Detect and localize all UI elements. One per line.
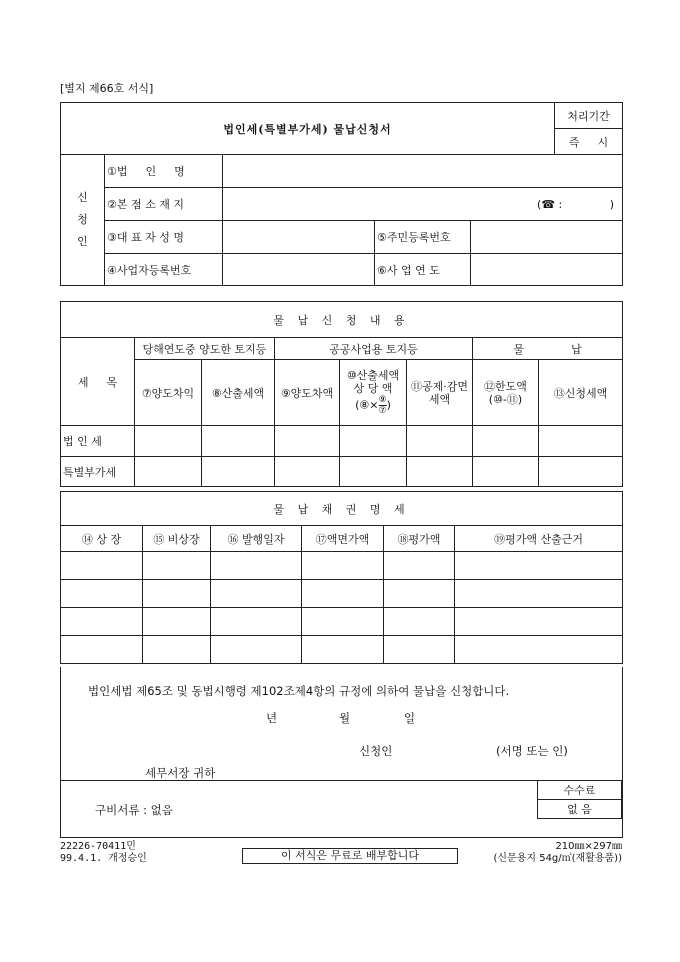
col-transfer-gain: ⑦양도차익 [135, 360, 202, 426]
cell[interactable] [473, 457, 539, 487]
cell[interactable] [61, 608, 143, 636]
tax-item-header: 세 목 [61, 338, 135, 426]
table-row [61, 580, 623, 608]
applicant-label: 신 청 인 [61, 155, 105, 286]
cell[interactable] [455, 552, 623, 580]
fee-value: 없 음 [538, 800, 622, 819]
col-equivalent-tax: ⑩산출세액 상 당 액 (⑧× $\frac{\text{⑨}}{\text{⑦}}$ ) [340, 360, 407, 426]
table-row [61, 552, 623, 580]
cell[interactable] [211, 608, 302, 636]
cell[interactable] [455, 608, 623, 636]
cell[interactable] [302, 636, 384, 664]
cell[interactable] [407, 457, 473, 487]
form-title: 법인세(특별부가세) 물납신청서 [61, 103, 555, 155]
representative-field[interactable] [223, 221, 375, 254]
processing-period-label: 처리기간 [555, 103, 623, 129]
col-unlisted: ⑮ 비상장 [143, 526, 211, 552]
cell[interactable] [384, 636, 455, 664]
cell[interactable] [302, 608, 384, 636]
business-no-label: ④사업자등록번호 [105, 254, 223, 286]
paper-spec: 210㎜×297㎜ (신문용지 54g/㎡(재활용품)) [493, 841, 622, 864]
public-group-header: 공공사업용 토지등 [275, 338, 473, 360]
cell[interactable] [455, 580, 623, 608]
bonds-table [60, 491, 623, 664]
resident-no-field[interactable] [471, 221, 623, 254]
col-appraised: ⑱평가액 [384, 526, 455, 552]
cell[interactable] [211, 636, 302, 664]
cell[interactable] [340, 426, 407, 457]
cell[interactable] [143, 636, 211, 664]
corp-name-field[interactable] [223, 155, 623, 188]
col-transfer-diff: ⑨양도차액 [275, 360, 340, 426]
table-row [61, 608, 623, 636]
cell[interactable] [302, 580, 384, 608]
business-year-label: ⑥사 업 연 도 [375, 254, 471, 286]
corp-name-label: ①법 인 명 [105, 155, 223, 188]
fee-table [537, 780, 622, 819]
cell[interactable] [202, 426, 275, 457]
col-appraisal-basis: ⑲평가액 산출근거 [455, 526, 623, 552]
cell[interactable] [202, 457, 275, 487]
cell[interactable] [61, 552, 143, 580]
cell[interactable] [211, 552, 302, 580]
signature-field[interactable]: (서명 또는 인) [496, 744, 568, 758]
cell[interactable] [384, 608, 455, 636]
processing-period-value: 즉 시 [555, 129, 623, 155]
cell[interactable] [135, 457, 202, 487]
declaration-text: 법인세법 제65조 및 동법시행령 제102조제4항의 규정에 의하여 물납을 신청합니다. [88, 684, 510, 698]
cell[interactable] [275, 426, 340, 457]
date-year: 년 [266, 711, 278, 725]
cell[interactable] [539, 457, 623, 487]
payment-table [60, 301, 623, 487]
payment-section-title: 물 납 신 청 내 용 [61, 302, 623, 338]
resident-no-label: ⑤주민등록번호 [375, 221, 471, 254]
col-listed: ⑭ 상 장 [61, 526, 143, 552]
free-distribution-notice: 이 서식은 무료로 배부합니다 [242, 848, 458, 864]
hq-location-label: ②본 점 소 재 지 [105, 188, 223, 221]
cell[interactable] [384, 552, 455, 580]
hq-location-field[interactable] [223, 188, 623, 221]
business-no-field[interactable] [223, 254, 375, 286]
col-requested-tax: ⑬신청세액 [539, 360, 623, 426]
cell[interactable] [340, 457, 407, 487]
bonds-section-title: 물 납 채 권 명 세 [61, 492, 623, 526]
cell[interactable] [143, 580, 211, 608]
row-special-tax: 특별부가세 [61, 457, 135, 487]
applicant-table [60, 102, 623, 286]
required-documents: 구비서류 : 없음 [95, 803, 173, 817]
cell[interactable] [407, 426, 473, 457]
col-limit: ⑫한도액 (⑩-⑪) [473, 360, 539, 426]
cell[interactable] [302, 552, 384, 580]
cell[interactable] [61, 636, 143, 664]
cell[interactable] [539, 426, 623, 457]
cell[interactable] [135, 426, 202, 457]
col-face-value: ⑰액면가액 [302, 526, 384, 552]
col-deduction: ⑪공제·감면세액 [407, 360, 473, 426]
date-month: 월 [339, 711, 351, 725]
cell[interactable] [61, 580, 143, 608]
date-day: 일 [404, 711, 416, 725]
col-issue-date: ⑯ 발행일자 [211, 526, 302, 552]
cell[interactable] [275, 457, 340, 487]
row-corporate-tax: 법 인 세 [61, 426, 135, 457]
representative-label: ③대 표 자 성 명 [105, 221, 223, 254]
payment-group-header: 물 납 [473, 338, 623, 360]
fee-label: 수수료 [538, 781, 622, 800]
cell[interactable] [455, 636, 623, 664]
footer-code: 22226-70411민 99.4.1. 개정승인 [60, 841, 147, 864]
addressee: 세무서장 귀하 [145, 766, 216, 780]
cell[interactable] [143, 608, 211, 636]
phone-label: (☎ : ) [537, 198, 615, 211]
cell[interactable] [473, 426, 539, 457]
transfer-group-header: 당해연도중 양도한 토지등 [135, 338, 275, 360]
form-number: [별지 제66호 서식] [60, 82, 154, 95]
cell[interactable] [384, 580, 455, 608]
business-year-field[interactable] [471, 254, 623, 286]
applicant-sign-label: 신청인 [359, 744, 393, 758]
cell[interactable] [211, 580, 302, 608]
cell[interactable] [143, 552, 211, 580]
fraction: $\frac{\text{⑨}}{\text{⑦}}$ [378, 395, 387, 416]
col-computed-tax: ⑧산출세액 [202, 360, 275, 426]
table-row [61, 636, 623, 664]
